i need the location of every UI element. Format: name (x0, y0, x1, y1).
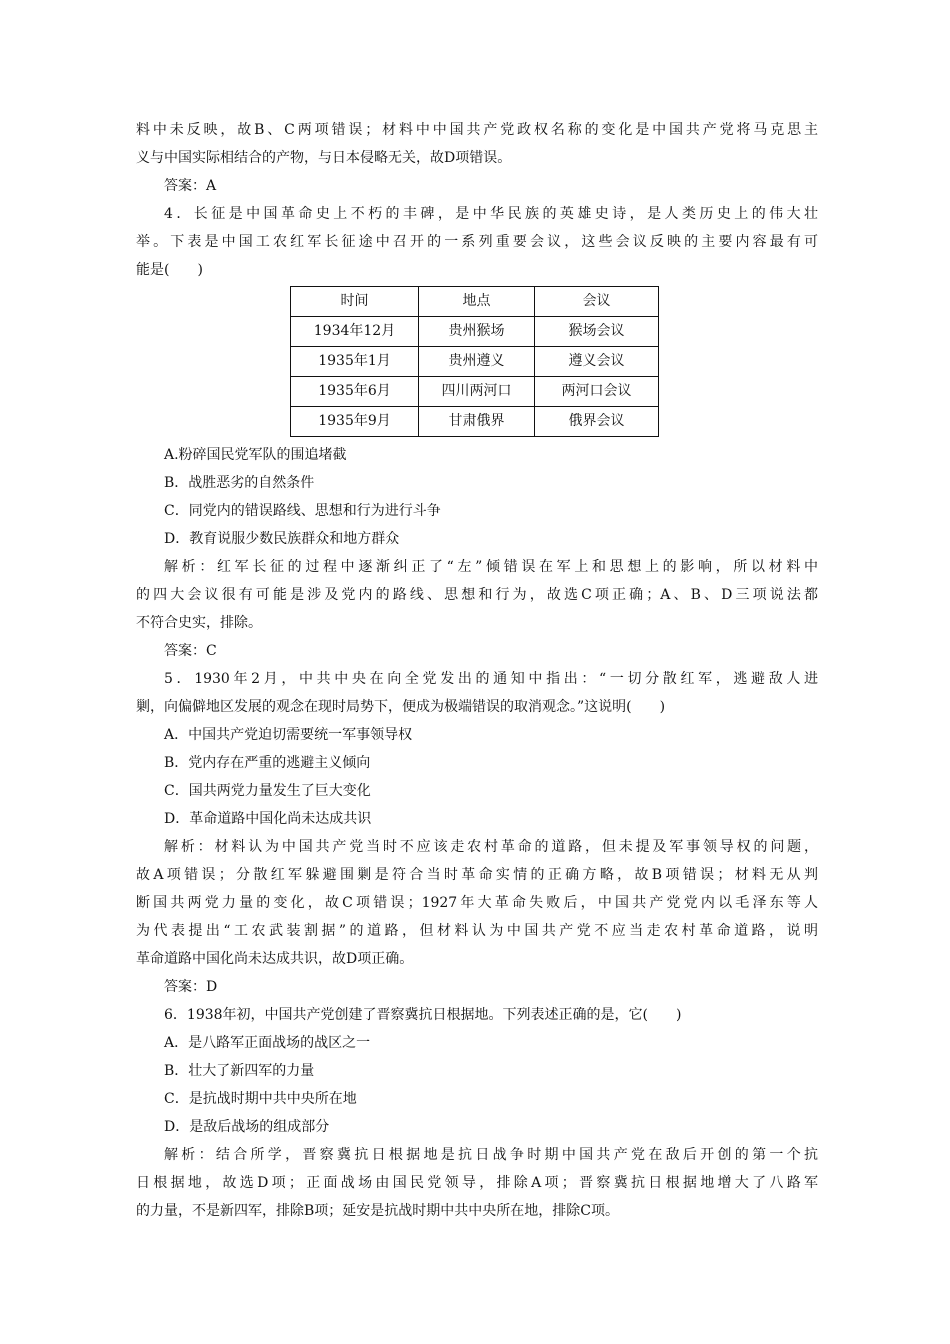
table-row (291, 317, 659, 347)
table-header-row (291, 287, 659, 317)
analysis-line: 为代表提出“工农武装割据”的道路，但材料认为中国共产党不应当走农村革命道路，说明 (136, 923, 818, 939)
answer-line: 答案：A (164, 178, 217, 194)
table-cell: 1935年9月 (291, 407, 419, 437)
text-line: 义与中国实际相结合的产物，与日本侵略无关，故D项错误。 (136, 150, 512, 166)
option-b: B．壮大了新四军的力量 (164, 1063, 315, 1079)
table-row (291, 377, 659, 407)
table-header-cell: 会议 (535, 287, 659, 317)
table-cell: 俄界会议 (535, 407, 659, 437)
table-cell: 1935年6月 (291, 377, 419, 407)
table-cell: 贵州猴场 (419, 317, 535, 347)
analysis-line: 断国共两党力量的变化，故C项错误；1927年大革命失败后，中国共产党党内以毛泽东等人 (136, 895, 818, 911)
option-a: A．是八路军正面战场的战区之一 (164, 1035, 371, 1051)
analysis-line: 日根据地，故选D项；正面战场由国民党领导，排除A项；晋察冀抗日根据地增大了八路军 (136, 1175, 818, 1191)
analysis-line: 的四大会议很有可能是涉及党内的路线、思想和行为，故选C项正确；A、B、D三项说法都 (136, 587, 818, 603)
analysis-line: 的力量，不是新四军，排除B项；延安是抗战时期中共中央所在地，排除C项。 (136, 1203, 619, 1219)
option-d: D．革命道路中国化尚未达成共识 (164, 811, 372, 827)
document-page (136, 116, 818, 1225)
text-line: 料中未反映，故B、C两项错误；材料中中国共产党政权名称的变化是中国共产党将马克思主 (136, 122, 818, 138)
option-c: C．是抗战时期中共中央所在地 (164, 1091, 357, 1107)
option-a: A．中国共产党迫切需要统一军事领导权 (164, 727, 413, 743)
meetings-table (290, 286, 659, 437)
question-4-line: 能是( ) (136, 262, 203, 278)
table-cell: 猴场会议 (535, 317, 659, 347)
analysis-line: 解析：结合所学，晋察冀抗日根据地是抗日战争时期中国共产党在敌后开创的第一个抗 (164, 1147, 818, 1163)
answer-line: 答案：D (164, 979, 218, 995)
table-cell: 两河口会议 (535, 377, 659, 407)
analysis-line: 解析：红军长征的过程中逐渐纠正了“左”倾错误在军上和思想上的影响，所以材料中 (164, 559, 818, 575)
analysis-line: 不符合史实，排除。 (136, 615, 262, 631)
answer-line: 答案：C (164, 643, 217, 659)
option-d: D．教育说服少数民族群众和地方群众 (164, 531, 400, 547)
table-cell: 四川两河口 (419, 377, 535, 407)
table-cell: 1935年1月 (291, 347, 419, 377)
analysis-line: 故A项错误；分散红军躲避围剿是符合当时革命实情的正确方略，故B项错误；材料无从判 (136, 867, 818, 883)
question-5-line: 5．1930年2月，中共中央在向全党发出的通知中指出：“一切分散红军，逃避敌人进 (164, 671, 818, 687)
table-header-cell: 时间 (291, 287, 419, 317)
question-5-line: 剿，向偏僻地区发展的观念在现时局势下，便成为极端错误的取消观念。”这说明( ) (136, 699, 666, 715)
table-row (291, 347, 659, 377)
option-b: B．战胜恶劣的自然条件 (164, 475, 315, 491)
question-4-line: 举。下表是中国工农红军长征途中召开的一系列重要会议，这些会议反映的主要内容最有可 (136, 234, 818, 250)
option-c: C．同党内的错误路线、思想和行为进行斗争 (164, 503, 441, 519)
analysis-line: 解析：材料认为中国共产党当时不应该走农村革命的道路，但未提及军事领导权的问题， (164, 839, 818, 855)
option-b: B．党内存在严重的逃避主义倾向 (164, 755, 371, 771)
analysis-line: 革命道路中国化尚未达成共识，故D项正确。 (136, 951, 414, 967)
question-6-line: 6．1938年初，中国共产党创建了晋察冀抗日根据地。下列表述正确的是，它( ) (164, 1007, 682, 1023)
option-c: C．国共两党力量发生了巨大变化 (164, 783, 371, 799)
table-cell: 遵义会议 (535, 347, 659, 377)
table-cell: 甘肃俄界 (419, 407, 535, 437)
table-row (291, 407, 659, 437)
option-a: A.粉碎国民党军队的围追堵截 (164, 447, 347, 463)
table-cell: 1934年12月 (291, 317, 419, 347)
question-4-line: 4．长征是中国革命史上不朽的丰碑，是中华民族的英雄史诗，是人类历史上的伟大壮 (164, 206, 818, 222)
table-header-cell: 地点 (419, 287, 535, 317)
table-cell: 贵州遵义 (419, 347, 535, 377)
option-d: D．是敌后战场的组成部分 (164, 1119, 330, 1135)
